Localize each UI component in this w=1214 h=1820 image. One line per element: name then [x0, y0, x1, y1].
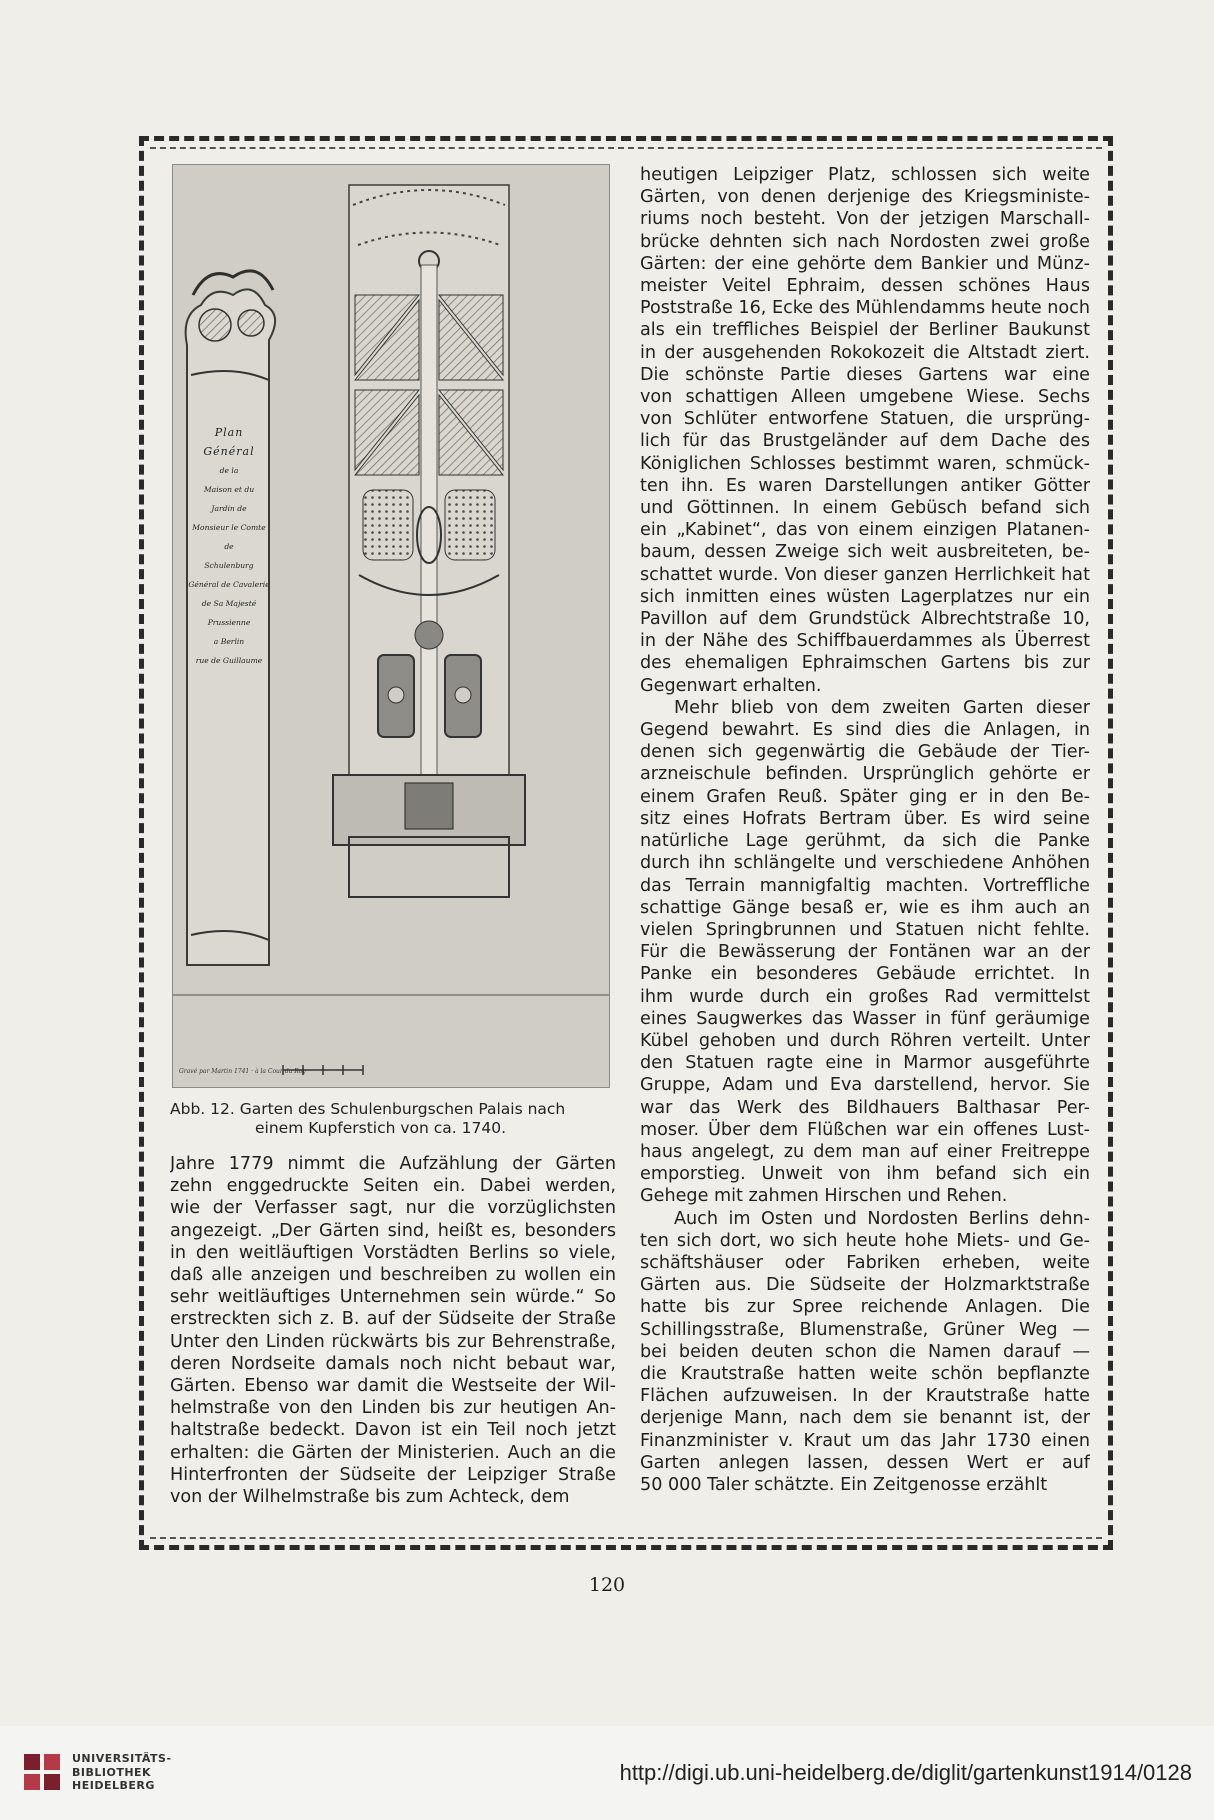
garden-plan-engraving: [172, 164, 610, 1088]
text-line: Garten anlegen lassen, dessen Wert er auf: [640, 1452, 1090, 1473]
text-line: Jahre 1779 nimmt die Aufzählung der Gärten: [170, 1154, 616, 1174]
cartouche-text: [181, 423, 277, 670]
text-line: einem Grafen Reuß. Später ging er in den Be-: [640, 786, 1090, 807]
text-line: Flächen aufzuweisen. In der Krautstraße hatte: [640, 1386, 1090, 1407]
text-line: natürliche Lage gerühmt, da sich die Panke: [640, 831, 1090, 852]
text-line: in der ausgehenden Rokokozeit die Altstadt ziert.: [640, 342, 1090, 363]
text-line: von Schlüter entworfene Statuen, die ursprüng-: [640, 409, 1090, 430]
text-line: Mehr blieb von dem zweiten Garten dieser: [674, 697, 1090, 718]
text-line: die Krautstraße hatten weite schön bepflanzte: [640, 1363, 1090, 1384]
text-line: bei beiden deuten schon die Namen darauf —: [640, 1341, 1090, 1362]
right-column-text: [640, 164, 1090, 1496]
text-line: riums noch besteht. Von der jetzigen Marschall-: [640, 209, 1090, 230]
text-line: haus angelegt, zu dem man auf einer Freitreppe: [640, 1141, 1090, 1162]
cartouche-line: Schulenburg: [204, 561, 254, 570]
library-name-line: UNIVERSITÄTS-: [72, 1752, 172, 1765]
text-line: hatte bis zur Spree reichende Anlagen. Die: [640, 1297, 1090, 1318]
text-line: sehr weitläuftiges Unternehmen sein würde.“ So: [170, 1287, 616, 1308]
text-line: erstreckten sich z. B. auf der Südseite der Straße: [170, 1309, 616, 1330]
cartouche-line: Général de Cavalerie: [188, 580, 270, 589]
engraver-note: Gravé par Martin 1741 · à la Cour du Roy: [179, 1068, 306, 1075]
text-line: Die schönste Partie dieses Gartens war eine: [640, 364, 1090, 385]
cartouche-line: de: [224, 542, 234, 551]
text-line: Gärten. Ebenso war damit die Westseite der Wil-: [170, 1376, 616, 1397]
cartouche-line: Monsieur le Comte: [192, 523, 266, 532]
text-line: von schattigen Alleen umgebene Wiese. Sechs: [640, 387, 1090, 408]
text-line: Schillingsstraße, Blumenstraße, Grüner Weg —: [640, 1319, 1090, 1340]
text-line: Für die Bewässerung der Fontänen war an der: [640, 942, 1090, 963]
text-line: Auch im Osten und Nordosten Berlins dehn-: [674, 1208, 1090, 1229]
text-line: Panke ein besonderes Gebäude errichtet. In: [640, 964, 1090, 985]
text-line: Gegenwart erhalten.: [640, 675, 822, 696]
text-line: Gehege mit zahmen Hirschen und Rehen.: [640, 1186, 1008, 1207]
library-name-line: BIBLIOTHEK: [72, 1765, 152, 1779]
text-line: durch ihn schlängelte und verschiedene Anhöhen: [640, 853, 1090, 874]
text-line: war das Werk des Bildhauers Balthasar Per-: [640, 1097, 1090, 1118]
right-column: [640, 160, 1090, 1530]
left-column: [170, 160, 616, 1530]
cartouche-line: a Berlin: [213, 637, 245, 646]
text-line: und Göttinnen. In einem Gebüsch befand sich: [640, 498, 1090, 519]
text-line: in der Nähe des Schiffbauerdammes als Überrest: [640, 631, 1090, 652]
text-line: Unter den Linden rückwärts bis zur Behrenstraße,: [170, 1331, 616, 1352]
text-line: als ein treffliches Beispiel der Berliner Baukunst: [640, 320, 1090, 341]
text-line: heutigen Leipziger Platz, schlossen sich weite: [640, 165, 1090, 185]
text-line: deren Nordseite damals noch nicht bebaut war,: [170, 1353, 616, 1374]
text-line: haltstraße bedeckt. Davon ist ein Teil noch jetzt: [170, 1420, 616, 1441]
text-line: Gärten: der eine gehörte dem Bankier und Münz-: [640, 253, 1090, 274]
left-column-text: [170, 1153, 616, 1508]
text-line: Gruppe, Adam und Eva darstellend, hervor. Sie: [640, 1075, 1090, 1096]
text-line: des ehemaligen Ephraimschen Gartens bis zur: [640, 653, 1090, 674]
text-line: in den weitläuftigen Vorstädten Berlins so viele,: [170, 1242, 616, 1263]
cartouche-line: Plan: [214, 426, 244, 439]
text-line: schattet wurde. Von dieser ganzen Herrlichkeit hat: [640, 564, 1090, 585]
cartouche-line: de Sa Majesté: [201, 599, 257, 608]
text-line: brücke dehnten sich nach Nordosten zwei große: [640, 231, 1090, 252]
text-line: 50 000 Taler schätzte. Ein Zeitgenosse erzählt: [640, 1474, 1048, 1495]
cartouche-line: rue de Guillaume: [195, 656, 263, 665]
library-name-line: HEIDELBERG: [72, 1779, 155, 1792]
text-line: eines Saugwerkes das Wasser in fünf geräumige: [640, 1008, 1090, 1029]
digitization-footer: [0, 1726, 1214, 1820]
text-line: Poststraße 16, Ecke des Mühlendamms heute noch: [640, 298, 1090, 319]
text-line: wie der Verfasser sagt, nur die vorzüglichsten: [170, 1198, 616, 1219]
text-line: schäftshäuser oder Fabriken erheben, weite: [640, 1252, 1090, 1273]
page-number: 120: [588, 1574, 626, 1596]
text-line: ein „Kabinet“, das von einem einzigen Platanen-: [640, 520, 1090, 541]
text-line: Finanzminister v. Kraut um das Jahr 1730 einen: [640, 1430, 1090, 1451]
text-line: sich inmitten eines wüsten Lagerplatzes nur ein: [640, 586, 1090, 607]
text-line: daß alle anzeigen und beschreiben zu wollen ein: [170, 1265, 616, 1286]
text-line: ten ihn. Es waren Darstellungen antiker Götter: [640, 475, 1090, 496]
caption-line-1: Abb. 12. Garten des Schulenburgschen Palais nach: [170, 1100, 566, 1118]
text-line: baum, dessen Zweige sich weit ausbreiteten, be-: [640, 542, 1090, 563]
text-line: meister Veitel Ephraim, dessen schönes Haus: [640, 276, 1090, 297]
text-line: Gärten, von denen derjenige des Kriegsministe-: [640, 187, 1090, 208]
text-line: derjenige Mann, nach dem sie benannt ist, der: [640, 1408, 1090, 1429]
text-line: den Statuen ragte eine in Marmor ausgeführte: [640, 1053, 1090, 1074]
text-line: erhalten: die Gärten der Ministerien. Auch an die: [170, 1442, 616, 1463]
library-logo-icon: [22, 1752, 62, 1792]
text-line: vielen Springbrunnen und Statuen nicht fehlte.: [640, 919, 1090, 940]
text-line: denen sich gegenwärtig die Gebäude der Tier-: [640, 742, 1090, 763]
cartouche-line: Maison et du: [203, 485, 255, 494]
text-line: Gegend bewahrt. Es sind dies die Anlagen, in: [640, 720, 1090, 741]
text-line: emporstieg. Unweit von ihm befand sich ein: [640, 1164, 1090, 1185]
garden-layout: [333, 185, 525, 897]
cartouche-line: de la: [219, 466, 239, 475]
library-name: [72, 1752, 172, 1793]
text-line: moser. Über dem Flüßchen war ein offenes Lust-: [640, 1119, 1090, 1140]
cartouche-line: Jardin de: [211, 504, 247, 513]
text-line: sitz eines Hofrats Bertram über. Es wird seine: [640, 808, 1090, 829]
text-line: ihm wurde durch ein großes Rad vermittelst: [640, 986, 1090, 1007]
cartouche-line: Général: [203, 445, 255, 458]
text-line: zehn enggedruckte Seiten ein. Dabei werden,: [170, 1176, 616, 1197]
source-url[interactable]: http://digi.ub.uni-heidelberg.de/diglit/gartenkunst1914/0128: [619, 1760, 1192, 1785]
text-line: helmstraße von den Linden bis zur heutigen An-: [170, 1398, 616, 1419]
text-line: Hinterfronten der Südseite der Leipziger Straße: [170, 1464, 616, 1485]
caption-line-2: einem Kupferstich von ca. 1740.: [255, 1119, 507, 1137]
text-line: Kübel gehoben und durch Röhren verteilt. Unter: [640, 1030, 1090, 1051]
text-line: lich für das Brustgeländer auf dem Dache des: [640, 431, 1090, 452]
text-line: schattige Gänge besaß er, wie es ihm auch an: [640, 897, 1090, 918]
text-line: Gärten aus. Die Südseite der Holzmarktstraße: [640, 1275, 1090, 1296]
text-line: arzneischule befinden. Ursprünglich gehörte er: [640, 764, 1090, 785]
text-line: von der Wilhelmstraße bis zum Achteck, dem: [170, 1487, 570, 1508]
text-line: Pavillon auf dem Grundstück Albrechtstraße 10,: [640, 609, 1090, 630]
text-line: Königlichen Schlosses bestimmt waren, schmück-: [640, 453, 1090, 474]
text-line: angezeigt. „Der Gärten sind, heißt es, besonders: [170, 1220, 616, 1241]
text-line: ten sich dort, wo sich heute hohe Miets- und Ge-: [640, 1230, 1090, 1251]
figure-caption: [170, 1100, 616, 1138]
cartouche-line: Prussienne: [207, 618, 251, 627]
text-line: das Terrain mannigfaltig machten. Vortreffliche: [640, 875, 1090, 896]
